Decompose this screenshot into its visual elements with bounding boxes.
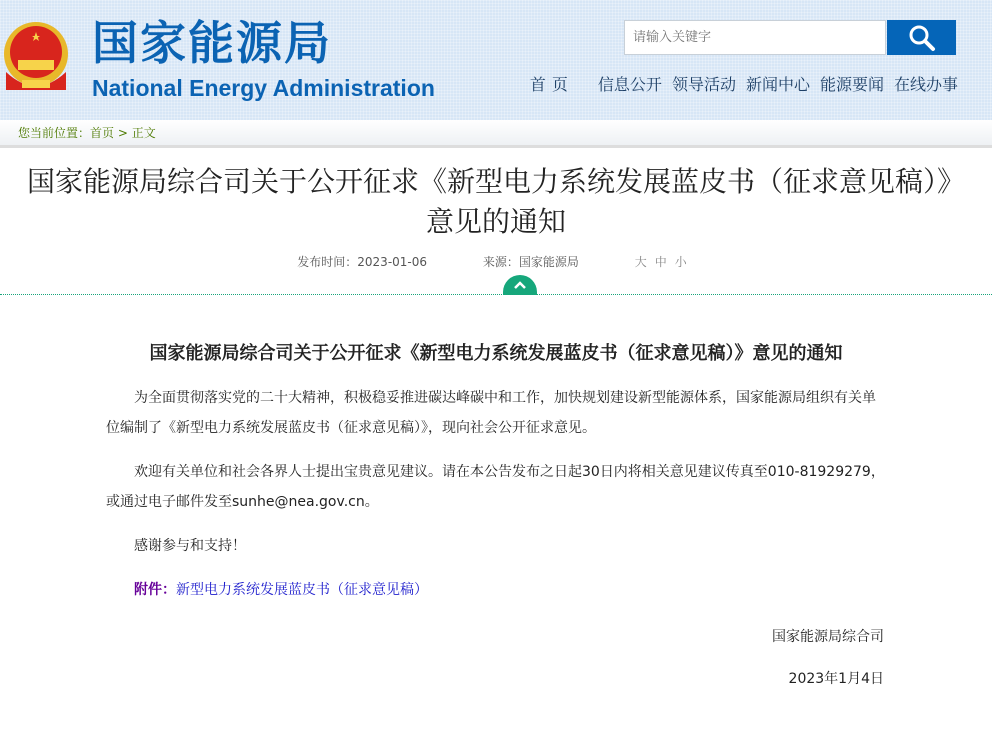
national-emblem-icon: [2, 20, 70, 96]
breadcrumb-prefix: 您当前位置：: [18, 126, 91, 140]
search-button[interactable]: [887, 20, 956, 55]
logo-subtitle: National Energy Administration: [92, 75, 435, 101]
breadcrumb: [0, 120, 992, 148]
collapse-button[interactable]: [503, 275, 537, 295]
breadcrumb-separator: >: [114, 126, 132, 140]
divider: [0, 294, 992, 295]
search-input[interactable]: [624, 20, 886, 55]
site-header: [0, 0, 992, 120]
source: 来源：国家能源局: [482, 255, 579, 269]
paragraph: 感谢参与和支持！: [134, 538, 246, 554]
attachment-label: 附件：: [134, 582, 176, 598]
nav-leaders[interactable]: 领导活动: [671, 75, 736, 94]
attachment-link[interactable]: 新型电力系统发展蓝皮书（征求意见稿）: [176, 582, 428, 598]
attachment: [106, 579, 886, 601]
nav-news[interactable]: 新闻中心: [745, 75, 810, 94]
breadcrumb-current: 正文: [131, 126, 156, 140]
font-size-controls[interactable]: 大中小: [634, 255, 695, 269]
article-meta: [0, 252, 992, 272]
nav-info[interactable]: 信息公开: [597, 75, 662, 94]
paragraph: 欢迎有关单位和社会各界人士提出宝贵意见建议。请在本公告发布之日起30日内将相关意见建议传真至010-81929279，或通过电子邮件发至sunhe@nea.gov.cn。: [106, 464, 885, 510]
breadcrumb-home[interactable]: 首页: [90, 126, 115, 140]
nav-energy-news[interactable]: 能源要闻: [819, 75, 884, 94]
article-body: [106, 295, 886, 689]
page-title: 国家能源局综合司关于公开征求《新型电力系统发展蓝皮书（征求意见稿）》意见的通知: [26, 165, 965, 238]
article-heading: 国家能源局综合司关于公开征求《新型电力系统发展蓝皮书（征求意见稿）》意见的通知: [149, 343, 843, 364]
publish-time: 发布时间：2023-01-06: [297, 255, 428, 269]
signature-date: 2023年1月4日: [788, 671, 884, 687]
paragraph: 为全面贯彻落实党的二十大精神，积极稳妥推进碳达峰碳中和工作，加快规划建设新型能源体系，国家能源局组织有关单位编制了《新型电力系统发展蓝皮书（征求意见稿）》，现向社会公开征求意见。: [106, 390, 876, 436]
nav-online-services[interactable]: 在线办事: [893, 75, 958, 94]
main-nav: [530, 75, 958, 95]
logo-title: 国家能源局: [92, 16, 332, 70]
chevron-up-icon: [514, 281, 526, 289]
nav-home[interactable]: 首页: [529, 75, 574, 94]
signature: 国家能源局综合司: [772, 629, 884, 645]
search-icon: [908, 24, 936, 52]
